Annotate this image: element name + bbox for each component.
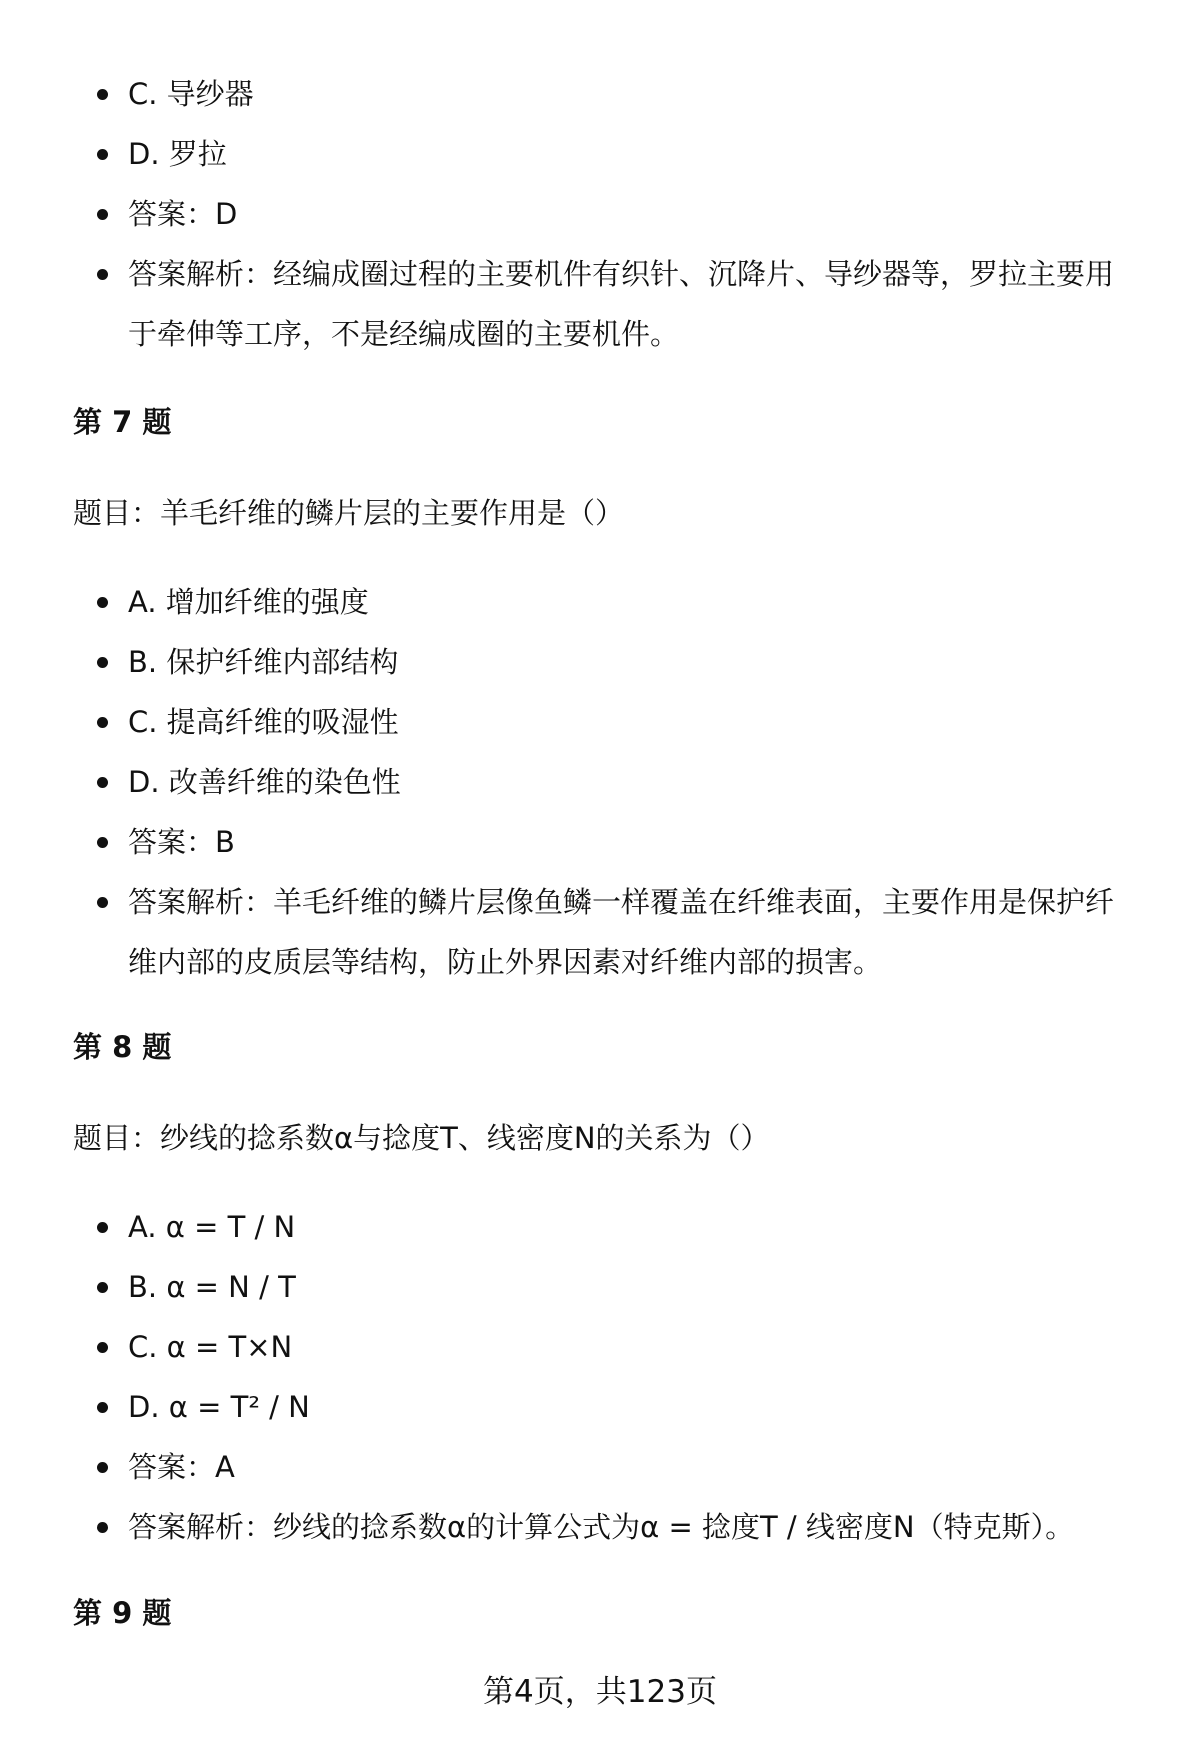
list-item bbox=[0, 1317, 1200, 1377]
question-heading: 第 7 题 bbox=[73, 405, 172, 439]
explanation-text: 答案解析：经编成圈过程的主要机件有织针、沉降片、导纱器等，罗拉主要用于牵伸等工序，不是经编成圈的主要机件。 bbox=[128, 257, 1115, 351]
option-text: C. α = T×N bbox=[128, 1330, 293, 1364]
list-item bbox=[0, 1497, 1200, 1557]
list-item bbox=[0, 1437, 1200, 1497]
bullet-icon bbox=[97, 1342, 108, 1353]
bullet-icon bbox=[97, 1222, 108, 1233]
bullet-icon bbox=[97, 1282, 108, 1293]
list-item bbox=[0, 752, 1200, 812]
question-options bbox=[0, 1197, 1200, 1557]
bullet-icon bbox=[97, 89, 108, 100]
list-item bbox=[0, 632, 1200, 692]
list-item bbox=[0, 872, 1200, 992]
list-item bbox=[0, 572, 1200, 632]
bullet-icon bbox=[97, 149, 108, 160]
list-item bbox=[0, 1197, 1200, 1257]
option-text: A. 增加纤维的强度 bbox=[128, 585, 369, 619]
bullet-icon bbox=[97, 269, 108, 280]
list-item bbox=[0, 64, 1200, 124]
option-text: C. 提高纤维的吸湿性 bbox=[128, 705, 399, 739]
bullet-icon bbox=[97, 897, 108, 908]
option-text: D. 罗拉 bbox=[128, 137, 227, 171]
bullet-icon bbox=[97, 837, 108, 848]
explanation-text: 答案解析：纱线的捻系数α的计算公式为α = 捻度T / 线密度N（特克斯）。 bbox=[128, 1510, 1075, 1544]
option-text: A. α = T / N bbox=[128, 1210, 296, 1244]
option-text: B. 保护纤维内部结构 bbox=[128, 645, 399, 679]
bullet-icon bbox=[97, 717, 108, 728]
list-item bbox=[0, 1377, 1200, 1437]
list-item bbox=[0, 244, 1200, 364]
question-stem: 题目：纱线的捻系数α与捻度T、线密度N的关系为（） bbox=[73, 1121, 770, 1155]
page-number: 第4页，共123页 bbox=[483, 1674, 717, 1710]
answer-text: 答案：A bbox=[128, 1450, 235, 1484]
bullet-icon bbox=[97, 777, 108, 788]
option-text: C. 导纱器 bbox=[128, 77, 254, 111]
question-options bbox=[0, 572, 1200, 992]
list-item bbox=[0, 124, 1200, 184]
bullet-icon bbox=[97, 1462, 108, 1473]
option-text: D. 改善纤维的染色性 bbox=[128, 765, 401, 799]
option-text: D. α = T² / N bbox=[128, 1390, 310, 1424]
bullet-icon bbox=[97, 1402, 108, 1413]
answer-text: 答案：D bbox=[128, 197, 238, 231]
option-text: B. α = N / T bbox=[128, 1270, 296, 1304]
question-heading: 第 9 题 bbox=[73, 1596, 172, 1630]
bullet-icon bbox=[97, 209, 108, 220]
bullet-icon bbox=[97, 1522, 108, 1533]
answer-text: 答案：B bbox=[128, 825, 235, 859]
list-item bbox=[0, 812, 1200, 872]
question-stem: 题目：羊毛纤维的鳞片层的主要作用是（） bbox=[73, 496, 625, 530]
prev-question-options bbox=[0, 64, 1200, 364]
explanation-text: 答案解析：羊毛纤维的鳞片层像鱼鳞一样覆盖在纤维表面，主要作用是保护纤维内部的皮质层等结构，防止外界因素对纤维内部的损害。 bbox=[128, 885, 1115, 979]
list-item bbox=[0, 692, 1200, 752]
bullet-icon bbox=[97, 657, 108, 668]
list-item bbox=[0, 1257, 1200, 1317]
question-heading: 第 8 题 bbox=[73, 1030, 172, 1064]
list-item bbox=[0, 184, 1200, 244]
bullet-icon bbox=[97, 597, 108, 608]
